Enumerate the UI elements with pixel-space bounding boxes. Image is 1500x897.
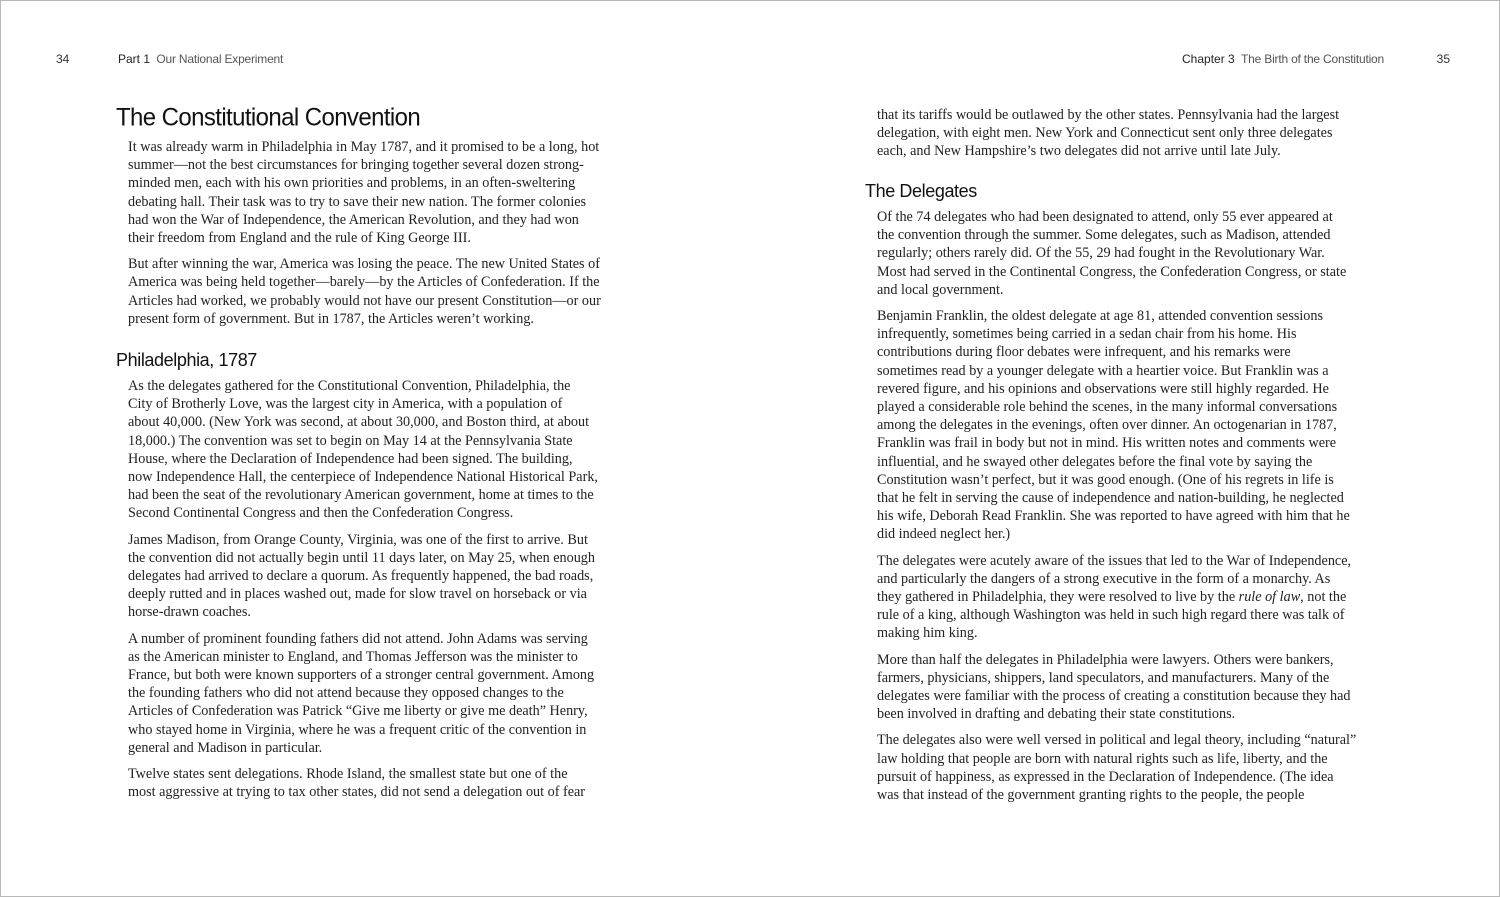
text-line: It was already warm in Philadelphia in May 1787, and it promised to be a long, hot bbox=[128, 139, 600, 155]
text-fragment: they gathered in Philadelphia, they were resolved to live by the bbox=[877, 589, 1239, 606]
text-line: delegates were familiar with the process of creating a constitution because they had bbox=[877, 688, 1351, 705]
text-line: most aggressive at trying to tax other states, did not send a delegation out of fear bbox=[128, 784, 586, 801]
text-line: their freedom from England and the rule of King George III. bbox=[128, 230, 471, 247]
text-line: among the delegates in the evenings, often over dinner. An octogenarian in 1787, bbox=[877, 417, 1337, 434]
paragraph bbox=[128, 377, 634, 523]
text-line: influential, and he swayed other delegates before the final vote by saying the bbox=[877, 453, 1313, 470]
paragraph bbox=[877, 307, 1385, 544]
text-line: the convention through the summer. Some delegates, such as Madison, attended bbox=[877, 227, 1331, 244]
text-line: present form of government. But in 1787, the Articles weren’t working. bbox=[128, 310, 534, 327]
text-line: the founding fathers who did not attend because they opposed changes to the bbox=[128, 685, 564, 702]
left-intro-text bbox=[128, 138, 634, 328]
paragraph bbox=[877, 552, 1385, 643]
text-line: summer—not the best circumstances for bringing together several dozen strong- bbox=[128, 157, 584, 174]
text-line: The delegates also were well versed in political and legal theory, including “natural” bbox=[877, 732, 1357, 749]
running-part-title: Our National Experiment bbox=[156, 52, 284, 66]
running-chapter-label: Chapter 3 bbox=[1182, 52, 1235, 66]
text-line: had won the War of Independence, the American Revolution, and they had won bbox=[128, 211, 579, 228]
text-line: delegation, with eight men. New York and Connecticut sent only three delegates bbox=[877, 125, 1333, 142]
paragraph bbox=[128, 138, 634, 247]
running-chapter-title: The Birth of the Constitution bbox=[1241, 52, 1384, 66]
section-heading: The Constitutional Convention bbox=[116, 103, 421, 132]
text-line: deeply rutted and in places washed out, made for slow travel on horseback or via bbox=[128, 586, 587, 603]
text-line: his wife, Deborah Read Franklin. She was reported to have agreed with him that he bbox=[877, 508, 1350, 525]
text-line: rule of a king, although Washington was held in such high regard there was talk of bbox=[877, 607, 1345, 624]
text-line: the convention did not actually begin until 11 days later, on May 25, when enough bbox=[128, 549, 595, 566]
text-line: Benjamin Franklin, the oldest delegate at age 81, attended convention sessions bbox=[877, 308, 1324, 325]
text-line: France, but both were known supporters of a stronger central government. Among bbox=[128, 667, 595, 684]
text-line: sometimes read by a younger delegate with a heartier voice. But Franklin was a bbox=[877, 362, 1329, 379]
text-line: and local government. bbox=[877, 281, 1004, 298]
text-line: making him king. bbox=[877, 625, 978, 642]
text-line: about 40,000. (New York was second, at about 30,000, and Boston third, at about bbox=[128, 414, 590, 431]
text-line: did indeed neglect her.) bbox=[877, 526, 1011, 543]
right-continuation-text bbox=[877, 106, 1385, 161]
running-part-label: Part 1 bbox=[118, 52, 151, 66]
paragraph bbox=[877, 208, 1385, 299]
text-line: and particularly the dangers of a strong executive in the form of a monarchy. As bbox=[877, 570, 1331, 587]
paragraph bbox=[128, 765, 634, 801]
text-line: America was being held together—barely—by the Articles of Confederation. If the bbox=[128, 274, 600, 291]
text-fragment: , not the bbox=[1300, 589, 1347, 606]
paragraph bbox=[877, 731, 1385, 804]
text-line: More than half the delegates in Philadelphia were lawyers. Others were bankers, bbox=[877, 651, 1334, 668]
subheading-delegates: The Delegates bbox=[865, 181, 977, 201]
text-line: law holding that people are born with natural rights such as life, liberty, and the bbox=[877, 750, 1328, 767]
text-line: Articles of Confederation was Patrick “Give me liberty or give me death” Henry, bbox=[128, 703, 588, 720]
left-section-text bbox=[128, 377, 634, 801]
paragraph bbox=[128, 630, 634, 757]
text-line: Constitution wasn’t perfect, but it was good enough. (One of his regrets in life is bbox=[877, 471, 1334, 488]
emphasis-rule-of-law: rule of law bbox=[1238, 589, 1301, 606]
left-folio: 34 bbox=[56, 52, 70, 66]
text-line: City of Brotherly Love, was the largest city in America, with a population of bbox=[128, 396, 563, 413]
text-line: Second Continental Congress and then the Confederation Congress. bbox=[128, 505, 514, 522]
text-line: Franklin was frail in body but not in mind. His written notes and comments were bbox=[877, 435, 1337, 452]
text-line: Most had served in the Continental Congress, the Confederation Congress, or state bbox=[877, 263, 1347, 280]
text-line: pursuit of happiness, as expressed in the Declaration of Independence. (The idea bbox=[877, 768, 1334, 785]
text-line: that he felt in serving the cause of independence and nation-building, he neglected bbox=[877, 490, 1344, 507]
text-line: regularly; others rarely did. Of the 55, 29 had fought in the Revolutionary War. bbox=[877, 245, 1325, 262]
text-line-rule-of-law bbox=[877, 588, 1385, 606]
paragraph bbox=[877, 106, 1385, 161]
text-line: now Independence Hall, the centerpiece of Independence National Historical Park, bbox=[128, 469, 598, 486]
text-line: As the delegates gathered for the Constitutional Convention, Philadelphia, the bbox=[128, 378, 571, 394]
text-line: The delegates were acutely aware of the issues that led to the War of Independence, bbox=[877, 552, 1352, 569]
text-line: general and Madison in particular. bbox=[128, 739, 323, 756]
text-line: infrequently, sometimes being carried in a sedan chair from his home. His bbox=[877, 326, 1297, 343]
paragraph bbox=[128, 531, 634, 622]
text-line: minded men, each with his own priorities and problems, in an often-sweltering bbox=[128, 175, 576, 192]
text-line: delegates had arrived to declare a quorum. As frequently happened, the bad roads, bbox=[128, 568, 594, 585]
text-line: contributions during floor debates were infrequent, and his remarks were bbox=[877, 344, 1291, 361]
text-line: that its tariffs would be outlawed by the other states. Pennsylvania had the largest bbox=[877, 107, 1340, 123]
text-line: Articles had worked, we probably would not have our present Constitution—or our bbox=[128, 292, 601, 309]
text-line: House, where the Declaration of Independence had been signed. The building, bbox=[128, 450, 573, 467]
text-line: Of the 74 delegates who had been designated to attend, only 55 ever appeared at bbox=[877, 209, 1333, 225]
right-running-head bbox=[1182, 52, 1384, 66]
paragraph bbox=[877, 651, 1385, 724]
text-line: But after winning the war, America was losing the peace. The new United States of bbox=[128, 256, 600, 273]
text-line: was that instead of the government granting rights to the people, the people bbox=[877, 787, 1305, 804]
text-line: horse-drawn coaches. bbox=[128, 604, 251, 621]
text-line: had been the seat of the revolutionary American government, home at times to the bbox=[128, 487, 594, 504]
text-line: revered figure, and his opinions and observations were still highly regarded. He bbox=[877, 380, 1329, 397]
text-line: as the American minister to England, and Thomas Jefferson was the minister to bbox=[128, 648, 578, 665]
text-line: James Madison, from Orange County, Virginia, was one of the first to arrive. But bbox=[128, 531, 588, 548]
text-line: debating hall. Their task was to try to save their new nation. The former colonies bbox=[128, 193, 587, 210]
text-line: 18,000.) The convention was set to begin on May 14 at the Pennsylvania State bbox=[128, 432, 573, 449]
subheading-philadelphia: Philadelphia, 1787 bbox=[116, 350, 257, 370]
right-section-text bbox=[877, 208, 1385, 804]
text-line: played a considerable role behind the scenes, in the many informal conversations bbox=[877, 399, 1338, 416]
text-line: farmers, physicians, shippers, land speculators, and manufacturers. Many of the bbox=[877, 669, 1330, 686]
text-line: each, and New Hampshire’s two delegates did not arrive until late July. bbox=[877, 143, 1281, 160]
paragraph bbox=[128, 255, 634, 328]
text-line: Twelve states sent delegations. Rhode Island, the smallest state but one of the bbox=[128, 766, 568, 783]
right-folio: 35 bbox=[1436, 52, 1450, 66]
text-line: been involved in drafting and debating their state constitutions. bbox=[877, 706, 1236, 723]
text-line: who stayed home in Virginia, where he was a frequent critic of the convention in bbox=[128, 721, 587, 738]
text-line: A number of prominent founding fathers did not attend. John Adams was serving bbox=[128, 630, 588, 647]
left-running-head bbox=[118, 52, 283, 66]
